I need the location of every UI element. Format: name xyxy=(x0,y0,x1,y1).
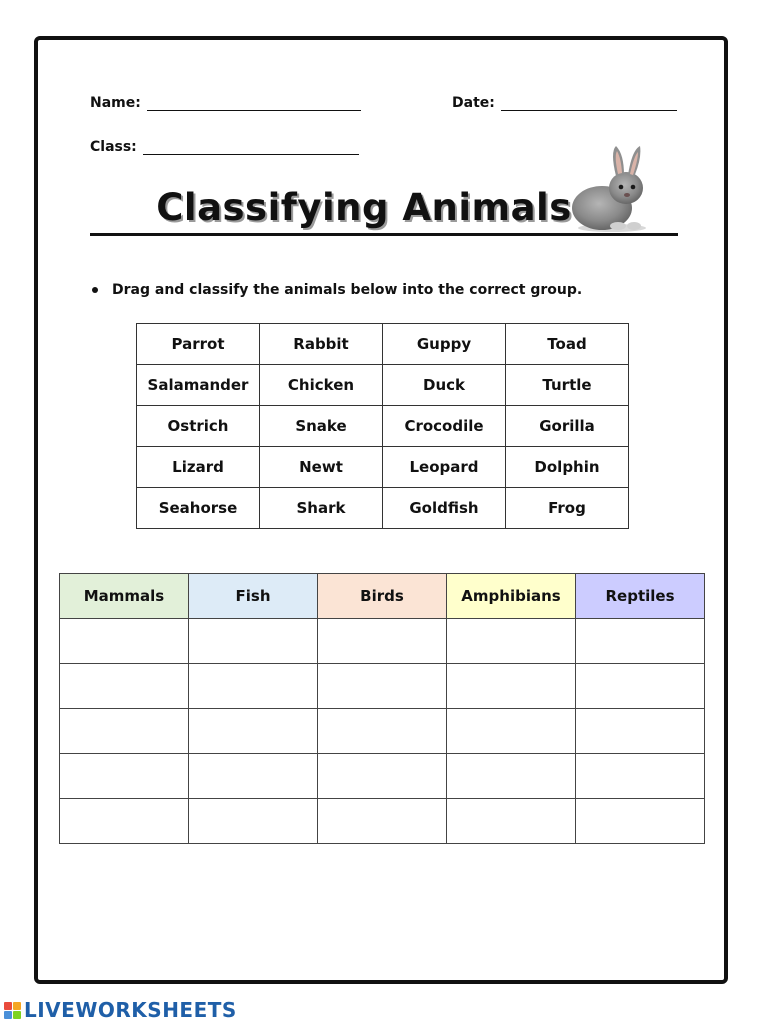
animal-card[interactable]: Lizard xyxy=(137,447,260,488)
name-line[interactable] xyxy=(147,96,361,111)
title-divider xyxy=(90,233,678,236)
drop-slot-fish[interactable] xyxy=(189,799,318,844)
group-header-fish: Fish xyxy=(189,574,318,619)
drop-slot-fish[interactable] xyxy=(189,619,318,664)
table-row xyxy=(137,406,629,447)
name-label: Name: xyxy=(90,95,141,111)
drop-slot-birds[interactable] xyxy=(318,664,447,709)
table-row xyxy=(137,365,629,406)
table-row xyxy=(137,324,629,365)
animal-card[interactable]: Dolphin xyxy=(506,447,629,488)
animal-card[interactable]: Goldfish xyxy=(383,488,506,529)
animal-card[interactable]: Leopard xyxy=(383,447,506,488)
name-field[interactable] xyxy=(90,95,361,111)
bullet-icon xyxy=(92,287,98,293)
drop-slot-reptiles[interactable] xyxy=(576,619,705,664)
group-header-birds: Birds xyxy=(318,574,447,619)
drop-slot-amphibians[interactable] xyxy=(447,709,576,754)
group-header-reptiles: Reptiles xyxy=(576,574,705,619)
drop-slot-fish[interactable] xyxy=(189,754,318,799)
drop-slot-birds[interactable] xyxy=(318,754,447,799)
drop-slot-fish[interactable] xyxy=(189,709,318,754)
header-row xyxy=(60,574,705,619)
animal-card[interactable]: Ostrich xyxy=(137,406,260,447)
worksheet-title: Classifying Animals xyxy=(156,186,572,229)
drop-slot-mammals[interactable] xyxy=(60,619,189,664)
animal-card[interactable]: Frog xyxy=(506,488,629,529)
animal-card[interactable]: Duck xyxy=(383,365,506,406)
animal-card[interactable]: Rabbit xyxy=(260,324,383,365)
drop-slot-amphibians[interactable] xyxy=(447,799,576,844)
drop-slot-amphibians[interactable] xyxy=(447,664,576,709)
animal-table xyxy=(136,323,629,529)
drop-slot-mammals[interactable] xyxy=(60,799,189,844)
liveworksheets-icon xyxy=(4,1002,21,1019)
drop-slot-reptiles[interactable] xyxy=(576,754,705,799)
drop-slot-reptiles[interactable] xyxy=(576,709,705,754)
animal-card[interactable]: Shark xyxy=(260,488,383,529)
drop-slot-birds[interactable] xyxy=(318,709,447,754)
date-field[interactable] xyxy=(452,95,677,111)
animal-card[interactable]: Crocodile xyxy=(383,406,506,447)
drop-slot-birds[interactable] xyxy=(318,619,447,664)
class-line[interactable] xyxy=(143,140,359,155)
drop-slot-reptiles[interactable] xyxy=(576,799,705,844)
drop-slot-reptiles[interactable] xyxy=(576,664,705,709)
instruction xyxy=(90,282,582,298)
table-row xyxy=(60,799,705,844)
class-label: Class: xyxy=(90,139,137,155)
animal-card[interactable]: Chicken xyxy=(260,365,383,406)
brand-name: LIVEWORKSHEETS xyxy=(24,998,237,1022)
table-row xyxy=(60,664,705,709)
group-header-amphibians: Amphibians xyxy=(447,574,576,619)
table-row xyxy=(60,619,705,664)
date-label: Date: xyxy=(452,95,495,111)
table-row xyxy=(137,488,629,529)
animal-card[interactable]: Turtle xyxy=(506,365,629,406)
animal-card[interactable]: Guppy xyxy=(383,324,506,365)
instruction-text: Drag and classify the animals below into the correct group. xyxy=(112,282,583,298)
class-field[interactable] xyxy=(90,139,359,155)
animal-card[interactable]: Gorilla xyxy=(506,406,629,447)
drop-slot-birds[interactable] xyxy=(318,799,447,844)
liveworksheets-logo xyxy=(4,998,237,1022)
table-row xyxy=(60,709,705,754)
animal-card[interactable]: Snake xyxy=(260,406,383,447)
group-header-mammals: Mammals xyxy=(60,574,189,619)
drop-slot-fish[interactable] xyxy=(189,664,318,709)
date-line[interactable] xyxy=(501,96,677,111)
drop-slot-amphibians[interactable] xyxy=(447,619,576,664)
drop-slot-mammals[interactable] xyxy=(60,664,189,709)
drop-slot-mammals[interactable] xyxy=(60,754,189,799)
table-row xyxy=(60,754,705,799)
drop-slot-mammals[interactable] xyxy=(60,709,189,754)
animal-card[interactable]: Parrot xyxy=(137,324,260,365)
animal-card[interactable]: Newt xyxy=(260,447,383,488)
animal-card[interactable]: Salamander xyxy=(137,365,260,406)
animal-card[interactable]: Seahorse xyxy=(137,488,260,529)
drop-slot-amphibians[interactable] xyxy=(447,754,576,799)
animal-card[interactable]: Toad xyxy=(506,324,629,365)
table-row xyxy=(137,447,629,488)
classification-table xyxy=(59,573,705,844)
